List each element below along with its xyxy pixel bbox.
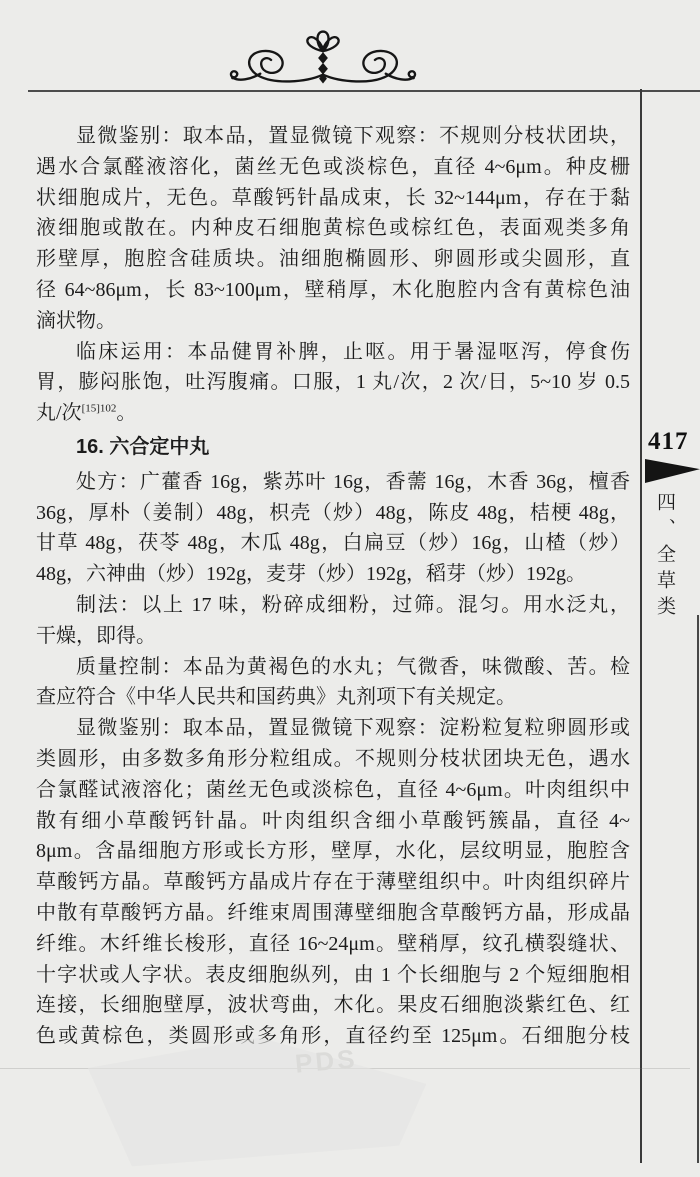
text-line: 显微鉴别：取本品，置显微镜下观察：淀粉粒复粒卵圆形或 (76, 717, 630, 740)
text-line: 丸/次$^{[15]102}$。 (36, 402, 137, 425)
text-line: 滴状物。 (36, 309, 116, 332)
text-line: 胃，膨闷胀饱，吐泻腹痛。口服，1 丸/次，2 次/日，5~10 岁 0.5 (36, 371, 630, 394)
margin-rule (640, 89, 642, 1163)
text-line: 类圆形，由多数多角形分粒组成。不规则分枝状团块无色，遇水 (36, 747, 630, 770)
text-line: 临床运用：本品健胃补脾，止呕。用于暑湿呕泻，停食伤 (76, 340, 630, 363)
section-heading: 16. 六合定中丸 (76, 435, 210, 458)
text-line: 中散有草酸钙方晶。纤维束周围薄壁细胞含草酸钙方晶，形成晶 (36, 901, 630, 924)
text-line: 8μm。含晶细胞方形或长方形，壁厚，水化，层纹明显，胞腔含 (36, 840, 630, 863)
text-line: 形壁厚，胞腔含硅质块。油细胞椭圆形、卵圆形或尖圆形，直 (36, 248, 630, 271)
text-line: 状细胞成片，无色。草酸钙针晶成束，长 32~144μm，存在于黏 (36, 186, 630, 209)
page-number: 417 (648, 428, 689, 455)
text-line: 散有细小草酸钙针晶。叶肉组织含细小草酸钙簇晶，直径 4~ (36, 809, 630, 832)
text-line: 草酸钙方晶。草酸钙方晶成片存在于薄壁组织中。叶肉组织碎片 (36, 871, 630, 894)
fleuron-ornament-icon (225, 27, 421, 89)
text-line: 36g，厚朴（姜制）48g，枳壳（炒）48g，陈皮 48g，桔梗 48g， (36, 501, 630, 524)
header-rule (28, 90, 700, 92)
text-line: 色或黄棕色，类圆形或多角形，直径约至 125μm。石细胞分枝 (36, 1025, 630, 1048)
text-line: 甘草 48g，茯苓 48g，木瓜 48g，白扁豆（炒）16g，山楂（炒） (36, 532, 630, 555)
category-side-label: 四、全草类 (654, 492, 675, 622)
text-line: 十字状或人字状。表皮细胞纵列，由 1 个长细胞与 2 个短细胞相 (36, 963, 630, 986)
text-line: 合氯醛试液溶化；菌丝无色或淡棕色，直径 4~6μm。叶肉组织中 (36, 778, 630, 801)
text-line: 48g，六神曲（炒）192g，麦芽（炒）192g，稻芽（炒）192g。 (36, 563, 586, 586)
text-line: 查应符合《中华人民共和国药典》丸剂项下有关规定。 (36, 686, 516, 709)
text-line: 制法：以上 17 味，粉碎成细粉，过筛。混匀。用水泛丸， (76, 593, 630, 616)
page-edge-line (697, 615, 699, 1163)
text-line: 遇水合氯醛液溶化，菌丝无色或淡棕色，直径 4~6μm。种皮栅 (36, 155, 630, 178)
text-line: 干燥，即得。 (36, 624, 156, 647)
thumb-index-tab (645, 459, 700, 483)
citation-superscript: [15]102 (81, 402, 117, 415)
text-line: 显微鉴别：取本品，置显微镜下观察：不规则分枝状团块， (76, 125, 630, 147)
text-line: 连接，长细胞壁厚，波状弯曲，木化。果皮石细胞淡紫红色、红 (36, 994, 630, 1017)
text-line: 液细胞或散在。内种皮石细胞黄棕色或棕红色，表面观类多角 (36, 217, 630, 240)
text-line: 处方：广藿香 16g，紫苏叶 16g，香薷 16g，木香 36g，檀香 (76, 470, 630, 493)
text-line: 质量控制：本品为黄褐色的水丸；气微香，味微酸、苦。检 (76, 655, 630, 678)
watermark-text: PDS (293, 1043, 359, 1079)
body-text (36, 121, 630, 1052)
text-line: 径 64~86μm，长 83~100μm，壁稍厚，木化胞腔内含有黄棕色油 (36, 278, 630, 301)
text-line: 纤维。木纤维长梭形，直径 16~24μm。壁稍厚，纹孔横裂缝状、 (36, 932, 630, 955)
